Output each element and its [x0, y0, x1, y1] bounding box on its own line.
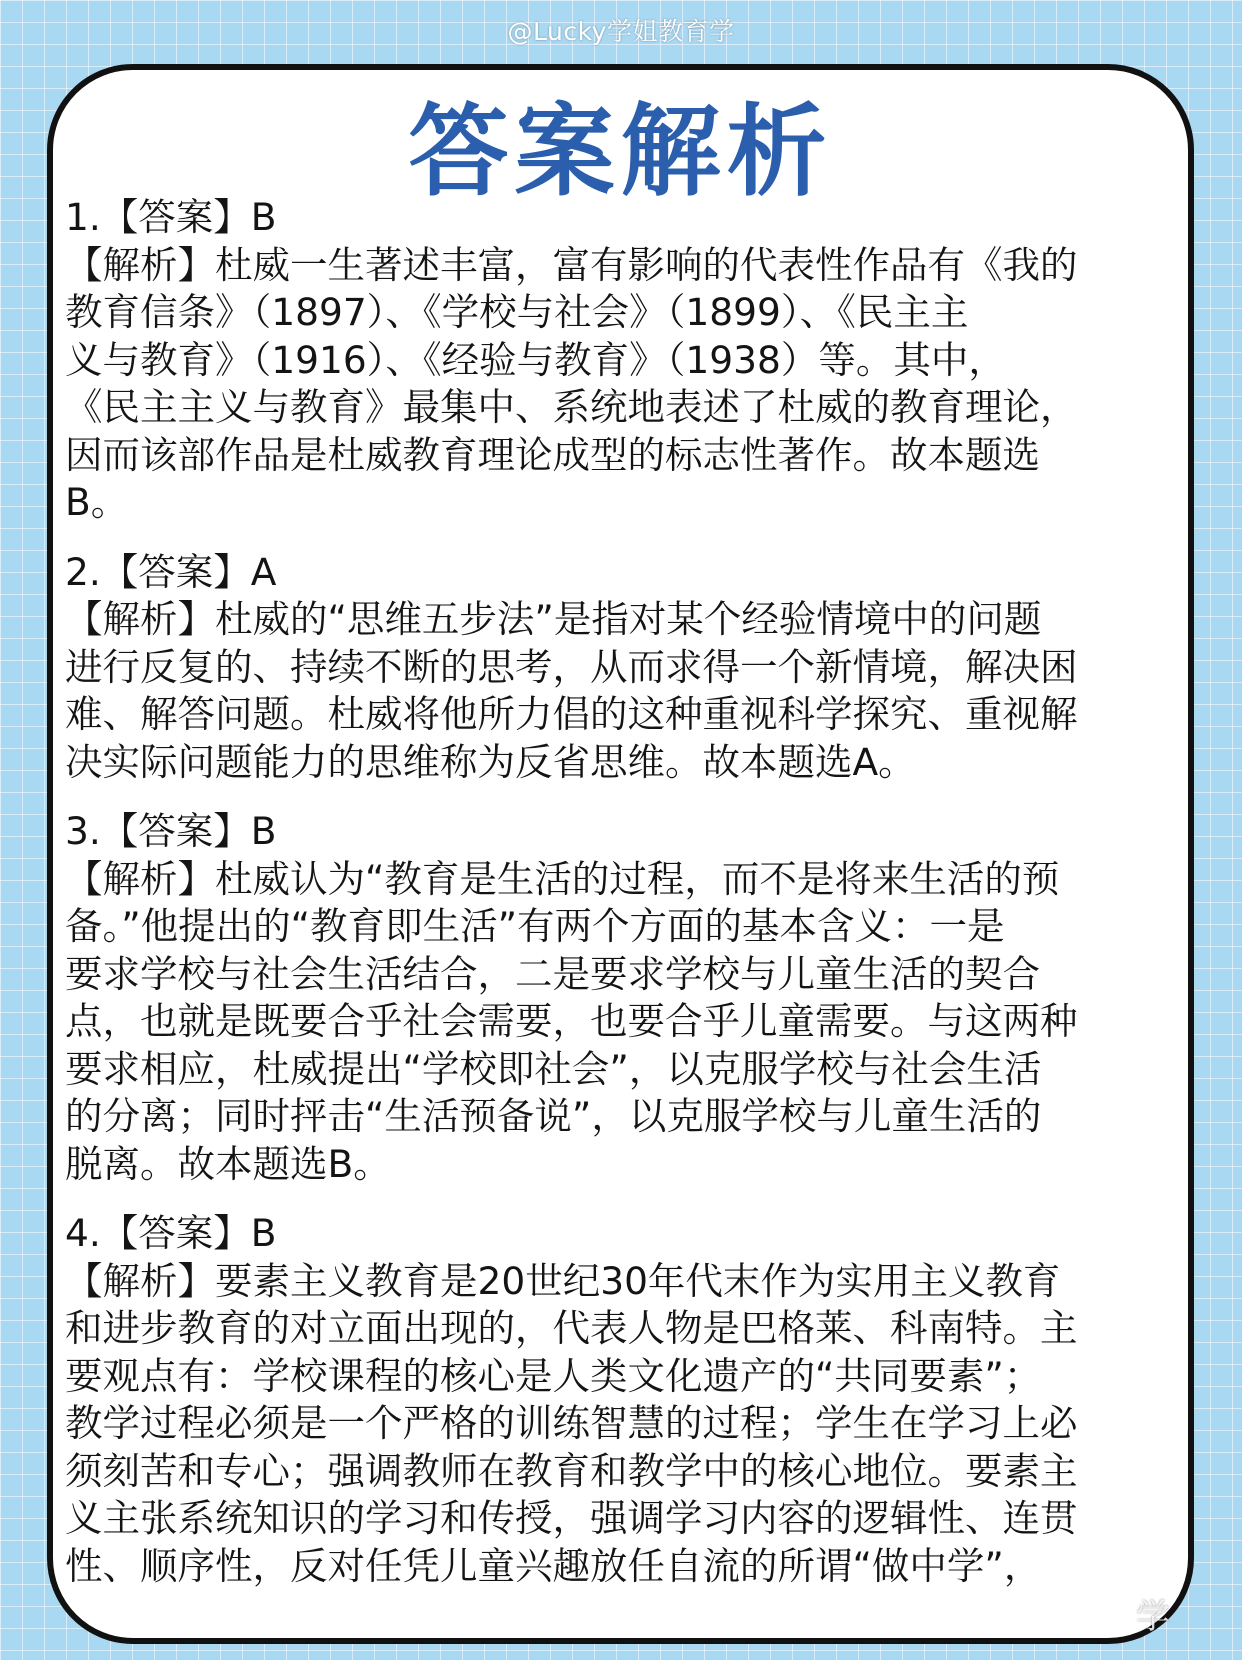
explanation-line: 【解析】要素主义教育是20世纪30年代末作为实用主义教育	[65, 1258, 1061, 1303]
explanation-line: 进行反复的、持续不断的思考，从而求得一个新情境，解决困	[65, 644, 1078, 689]
explanation-line: 【解析】杜威认为“教育是生活的过程，而不是将来生活的预	[65, 856, 1060, 901]
explanation-line: 和进步教育的对立面出现的，代表人物是巴格莱、科南特。主	[65, 1306, 1078, 1350]
answer-item-2	[65, 549, 1194, 787]
explanation-line: 性、顺序性，反对任凭儿童兴趣放任自流的所谓“做中学”，	[65, 1543, 1042, 1588]
explanation-line: 【解析】杜威的“思维五步法”是指对某个经验情境中的问题	[65, 597, 1042, 641]
explanation-line: 决实际问题能力的思维称为反省思维。故本题选A。	[65, 739, 916, 784]
explanation-line: 点，也就是既要合乎社会需要，也要合乎儿童需要。与这两种	[65, 999, 1078, 1043]
explanation-line: 难、解答问题。杜威将他所力倡的这种重视科学探究、重视解	[65, 692, 1078, 736]
answer-list	[65, 194, 1194, 1590]
explanation-line: 教学过程必须是一个严格的训练智慧的过程；学生在学习上必	[65, 1401, 1078, 1445]
watermark: 学	[1136, 1597, 1172, 1637]
answer-item-3	[65, 808, 1194, 1188]
explanation-line: 义与教育》（1916）、《经验与教育》（1938）等。其中，	[65, 337, 1006, 382]
answer-key-line: 4.【答案】B	[65, 1211, 277, 1255]
answer-key-line: 3.【答案】B	[65, 809, 277, 853]
explanation-line: 备。”他提出的“教育即生活”有两个方面的基本含义：一是	[65, 904, 1005, 948]
explanation-line: 【解析】杜威一生著述丰富，富有影响的代表性作品有《我的	[65, 242, 1078, 287]
explanation-line: 须刻苦和专心；强调教师在教育和教学中的核心地位。要素主	[65, 1448, 1078, 1493]
explanation-line: 《民主主义与教育》最集中、系统地表述了杜威的教育理论，	[65, 385, 1078, 429]
explanation-line: 要观点有：学校课程的核心是人类文化遗产的“共同要素”；	[65, 1353, 1042, 1398]
explanation-line: 义主张系统知识的学习和传授，强调学习内容的逻辑性、连贯	[65, 1496, 1078, 1540]
explanation-line: 因而该部作品是杜威教育理论成型的标志性著作。故本题选	[65, 432, 1040, 477]
answer-card	[47, 64, 1194, 1644]
answer-key-line: 2.【答案】A	[65, 549, 277, 594]
explanation-line: B。	[65, 480, 129, 524]
explanation-line: 教育信条》（1897）、《学校与社会》（1899）、《民主主	[65, 290, 969, 334]
explanation-line: 要求相应，杜威提出“学校即社会”，以克服学校与社会生活	[65, 1046, 1042, 1091]
explanation-line: 要求学校与社会生活结合，二是要求学校与儿童生活的契合	[65, 951, 1040, 996]
answer-key-line: 1.【答案】B	[65, 195, 277, 239]
page-title: 答案解析	[408, 93, 833, 210]
answer-item-4	[65, 1210, 1194, 1590]
answer-item-1	[65, 194, 1194, 527]
author-handle: @Lucky学姐教育学	[507, 17, 735, 46]
explanation-line: 的分离；同时抨击“生活预备说”，以克服学校与儿童生活的	[65, 1094, 1042, 1138]
explanation-line: 脱离。故本题选B。	[65, 1141, 391, 1186]
